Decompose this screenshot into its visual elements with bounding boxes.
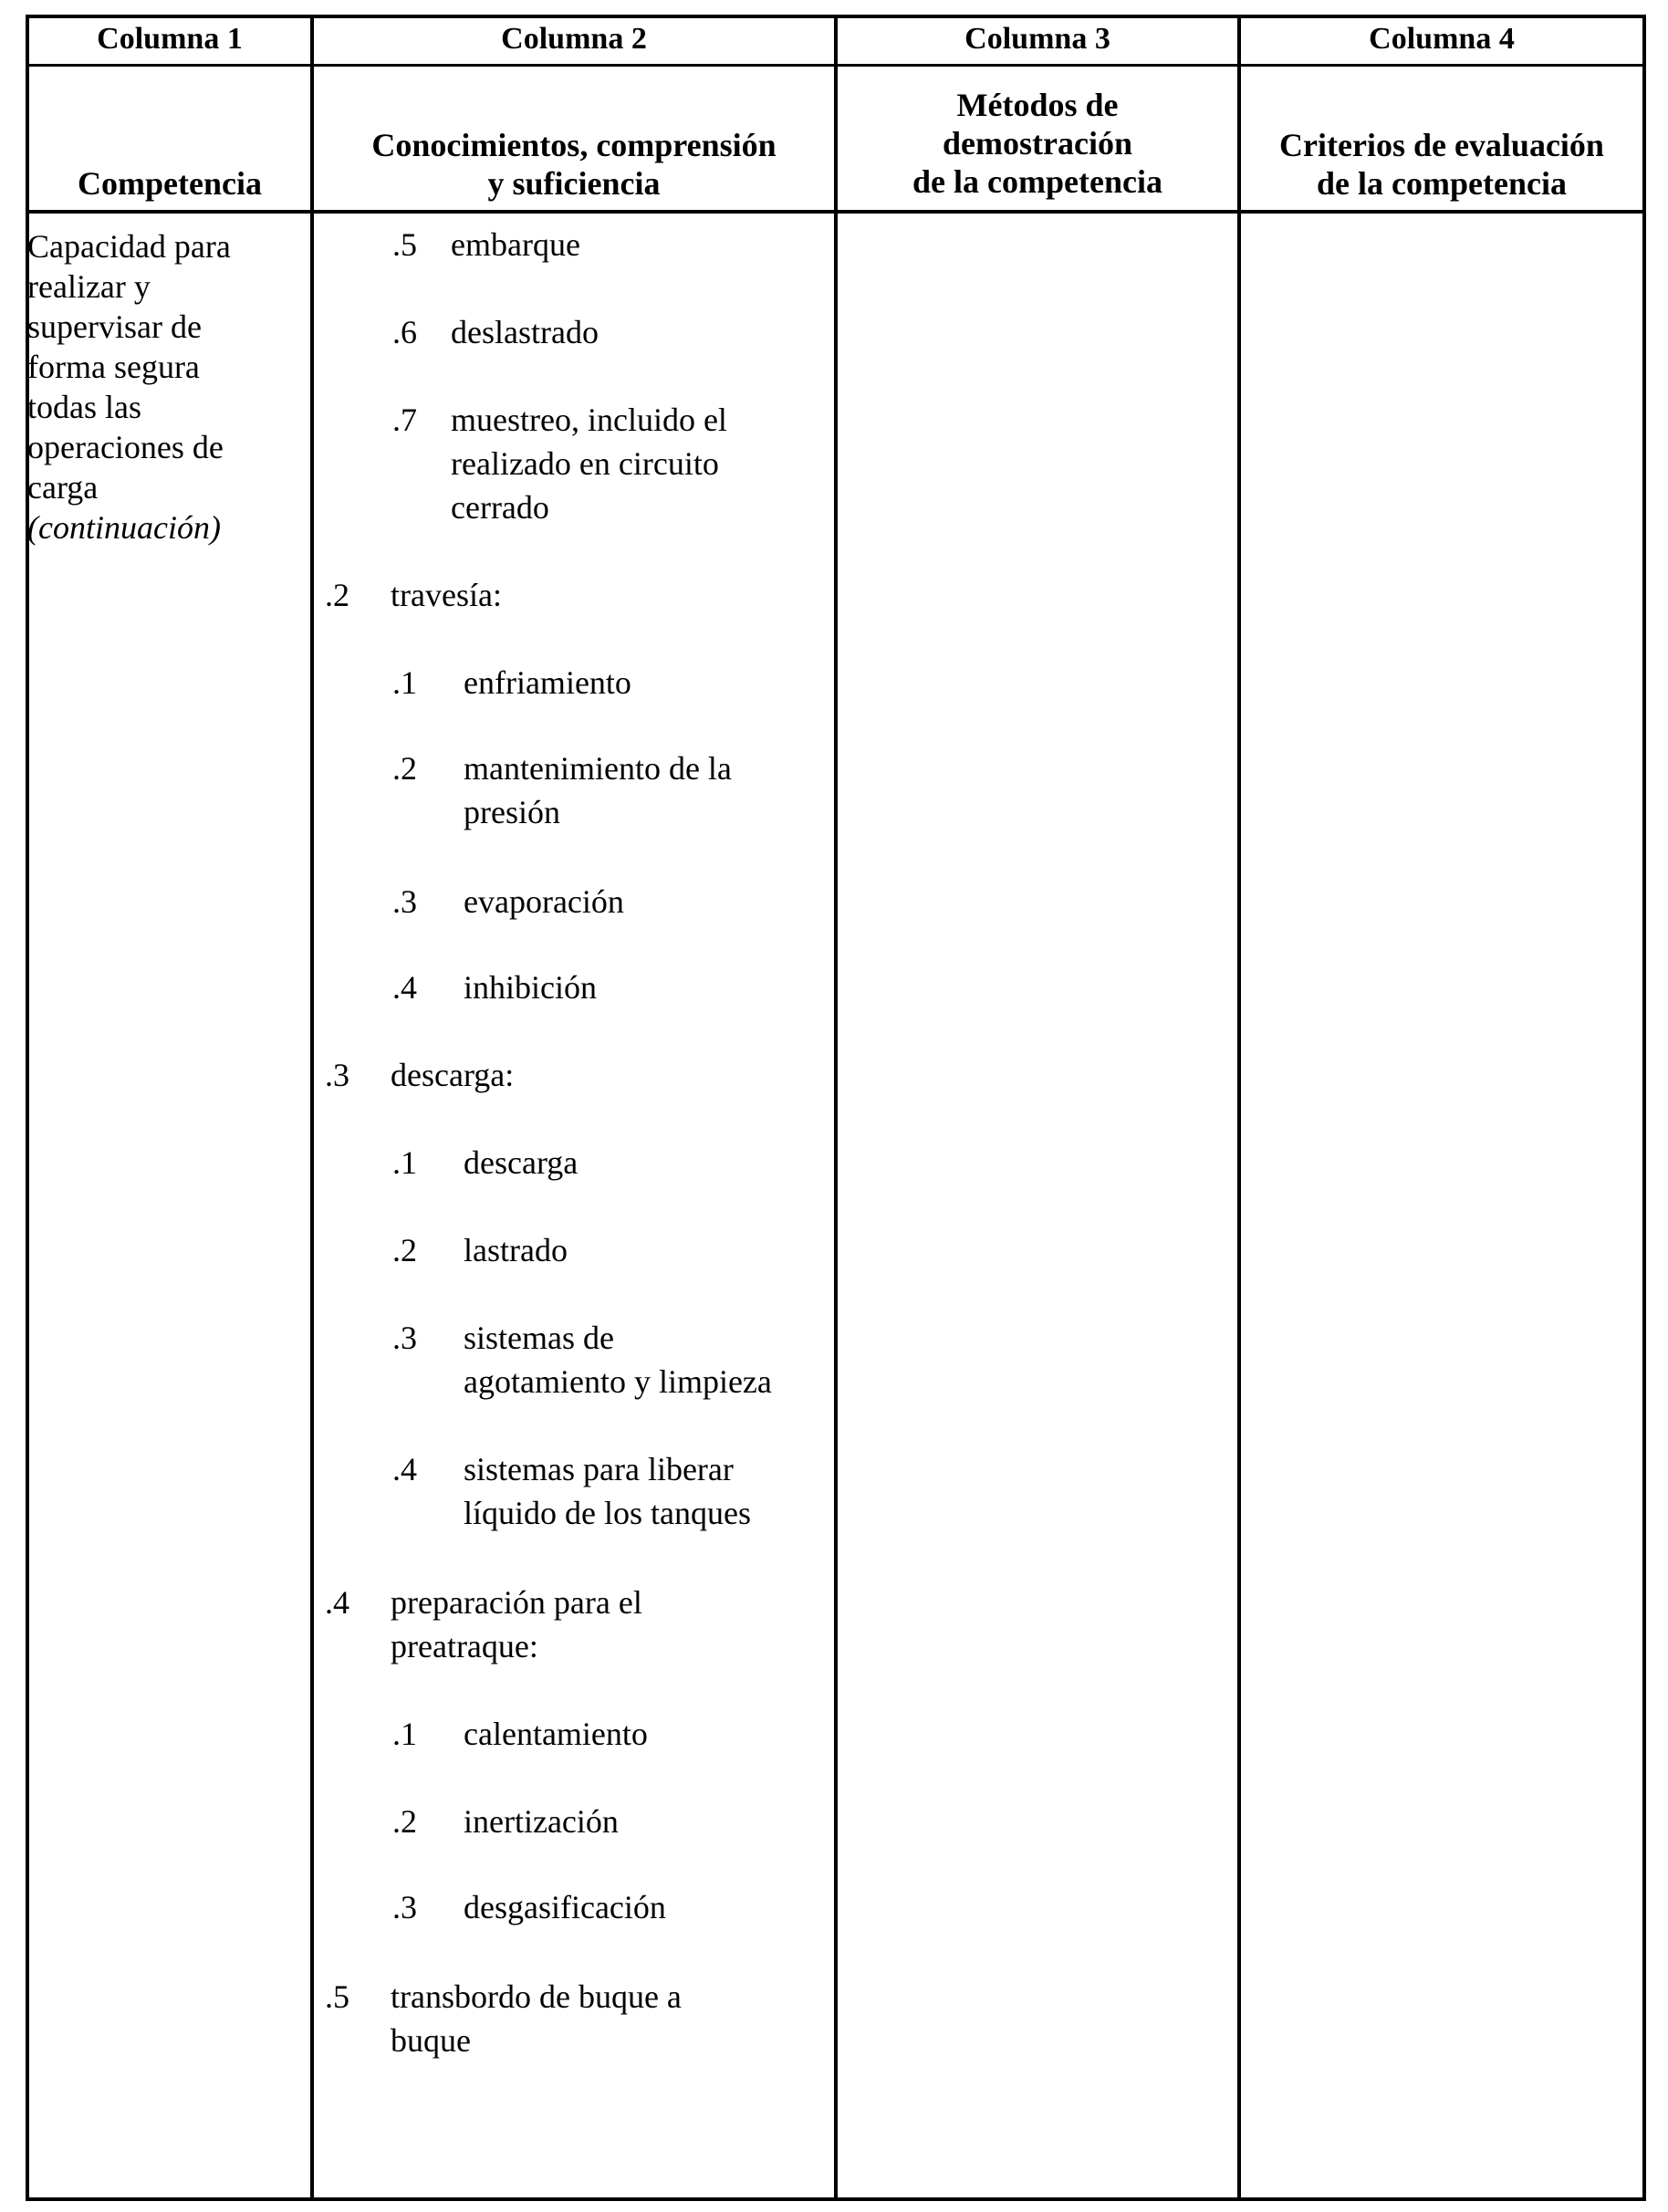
column-divider <box>310 15 314 2201</box>
column-divider <box>1237 15 1241 2201</box>
column-2-label: Columna 2 <box>501 22 647 56</box>
column-3-label: Columna 3 <box>964 22 1110 56</box>
column-divider <box>834 15 838 2201</box>
competence-table: Columna 1 Columna 2 Columna 3 Columna 4 Competencia Conocimientos, comprensión y suficiencia Métodos de demostración de la competencia Criterios de evaluación de la competencia Capacidad para realizar y supervisar de forma segura todas las operaciones de carga (continuación) .5 embarque .6 deslastrado .7 muestreo, incluido el realizado en circuito cerrado .2 travesía: .1 enfriamiento .2 mantenimiento de la presión .3 evaporación .4 inhibición .3 descarga: .1 descarga .2 lastrado .3 sistemas de agotamiento y limpieza .4 sistemas para liberar líquido de los tanques .4 preparación para el preatraque: .1 calentamiento .2 inertización .3 desgasificación .5 transbordo de buque a buque <box>0 0 1668 2212</box>
header-bottom-divider <box>26 210 1646 214</box>
column-4-label: Columna 4 <box>1369 22 1515 56</box>
column-3-title: Métodos de demostración de la competencia <box>912 87 1162 200</box>
competencia-cell: Capacidad para realizar y supervisar de forma segura todas las operaciones de carga (continuación) <box>27 226 292 548</box>
continuation-note: (continuación) <box>27 509 221 546</box>
header-divider <box>26 64 1646 67</box>
column-1-label: Columna 1 <box>97 22 243 56</box>
column-1-title: Competencia <box>78 165 262 202</box>
column-2-title: Conocimientos, comprensión y suficiencia <box>371 127 777 202</box>
column-4-title: Criterios de evaluación de la competencia <box>1279 127 1604 202</box>
